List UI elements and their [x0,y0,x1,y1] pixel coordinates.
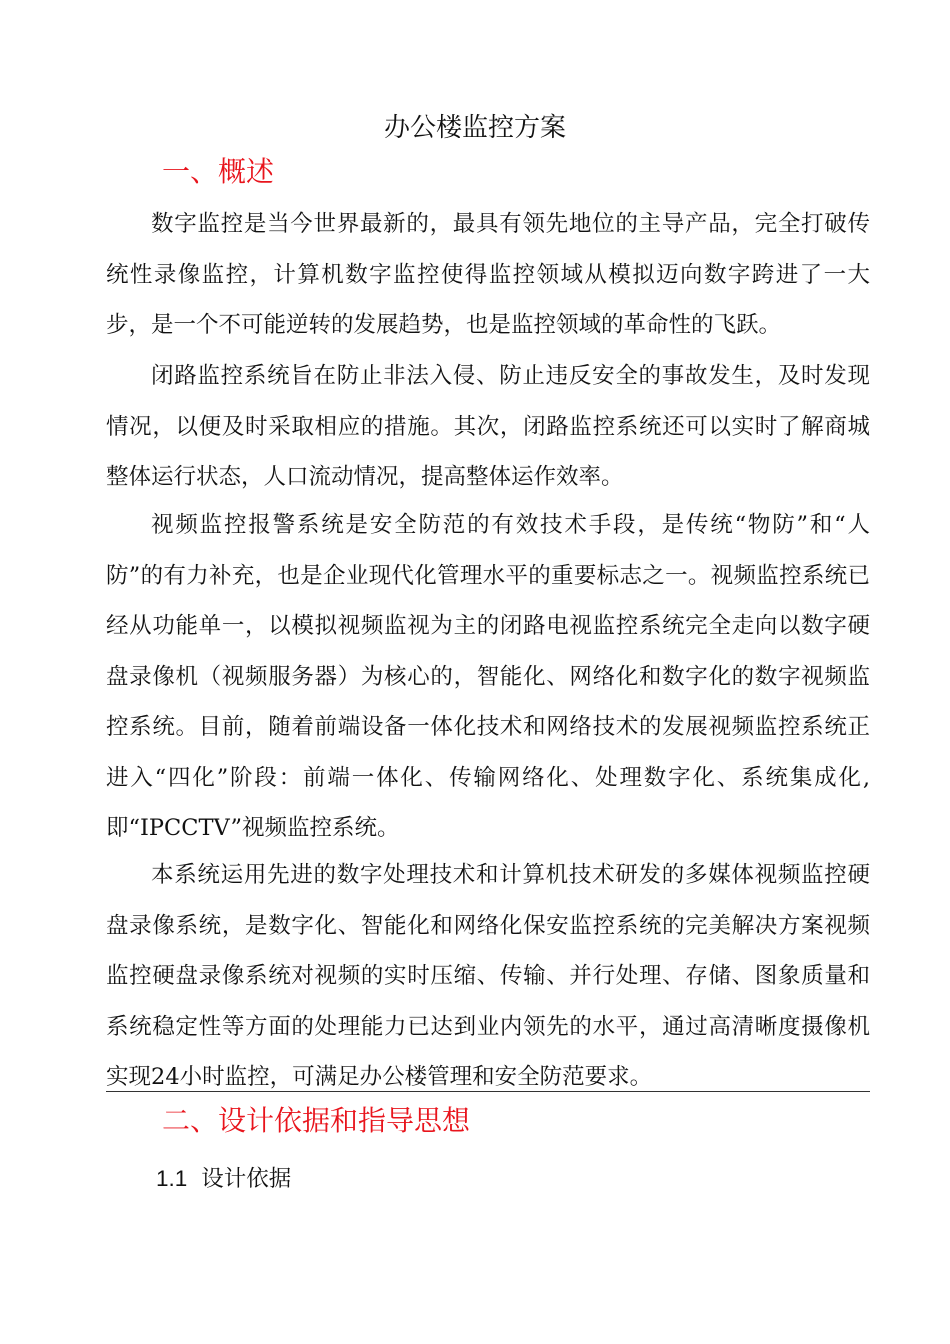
section-heading-design-basis: 二、设计依据和指导思想 [162,1104,471,1137]
document-title: 办公楼监控方案 [383,113,566,143]
subsection-heading [156,1162,291,1196]
paragraph-video-alarm-system: 视频监控报警系统是安全防范的有效技术手段，是传统“物防”和“人防”的有力补充，也是企业现代化管理水平的重要标志之一。视频监控系统已经从功能单一，以模拟视频监视为主的闭路电视监控系统完全走向以数字硬盘录像机（视频服务器）为核心的，智能化、网络化和数字化的数字视频监控系统。目前，随着前端设备一体化技术和网络技术的发展视频监控系统正进入“四化”阶段：前端一体化、传输网络化、处理数字化、系统集成化,即“IPCCTV”视频监控系统。 [106,512,870,841]
paragraph-cctv-purpose: 闭路监控系统旨在防止非法入侵、防止违反安全的事故发生，及时发现情况，以便及时采取相应的措施。其次，闭路监控系统还可以实时了解商城整体运行状态，人口流动情况，提高整体运作效率。 [106,363,870,490]
subsection-title: 设计依据 [201,1166,292,1192]
horizontal-divider [106,1091,870,1092]
paragraph-system-solution: 本系统运用先进的数字处理技术和计算机技术研发的多媒体视频监控硬盘录像系统，是数字化、智能化和网络化保安监控系统的完美解决方案视频监控硬盘录像系统对视频的实时压缩、传输、并行处理、存储、图象质量和系统稳定性等方面的处理能力已达到业内领先的水平，通过高清晰度摄像机实现24小时监控，可满足办公楼管理和安全防范要求。 [106,862,870,1090]
paragraph-digital-monitoring: 数字监控是当今世界最新的，最具有领先地位的主导产品，完全打破传统性录像监控，计算机数字监控使得监控领域从模拟迈向数字跨进了一大步，是一个不可能逆转的发展趋势，也是监控领域的革命性的飞跃。 [106,211,870,338]
section-heading-overview: 一、概述 [162,155,275,188]
subsection-number: 1.1 [156,1166,188,1191]
